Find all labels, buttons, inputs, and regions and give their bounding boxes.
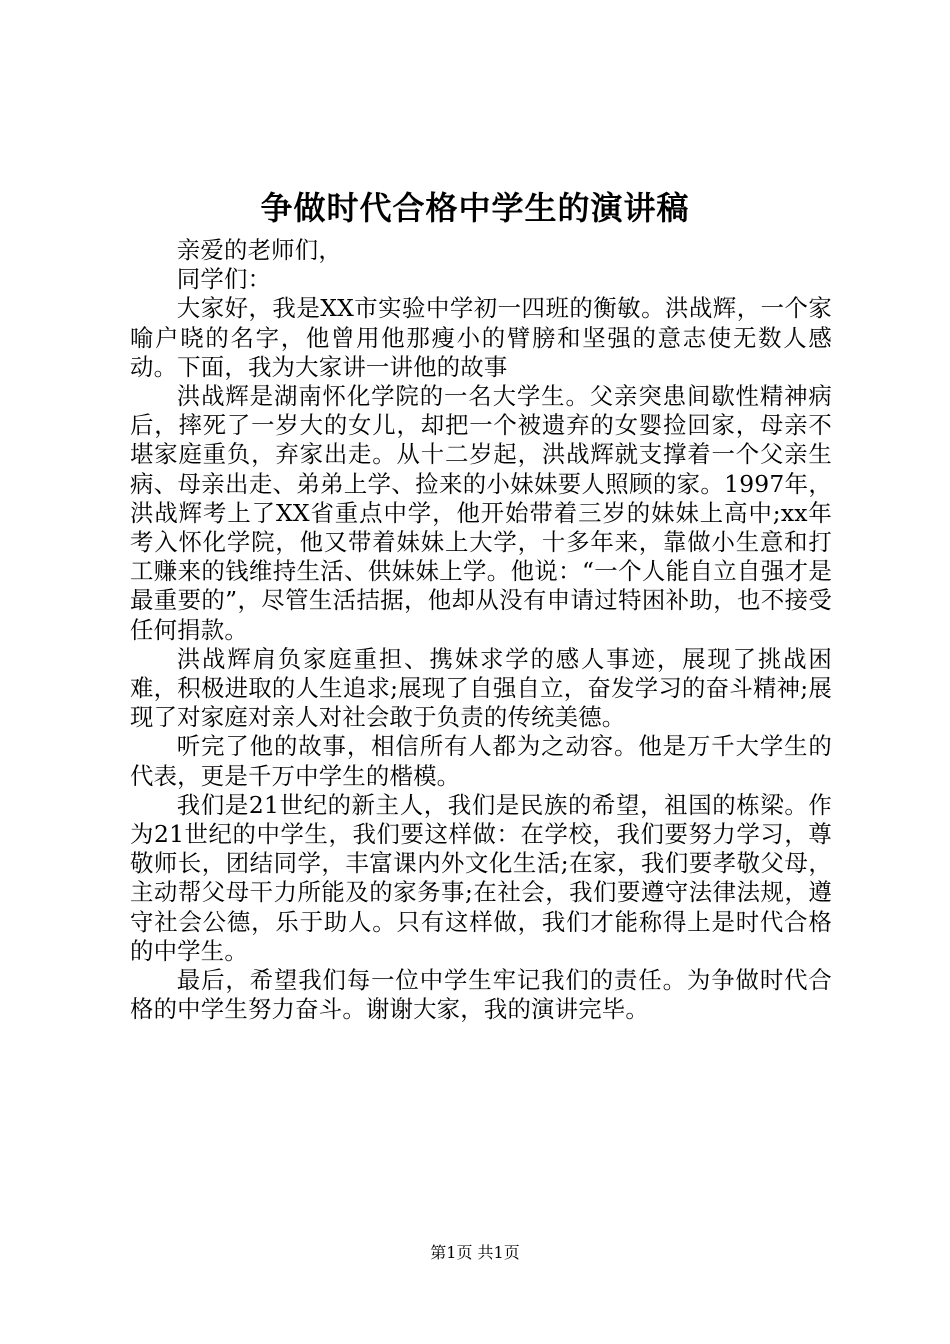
- closing-paragraph: 最后，希望我们每一位中学生牢记我们的责任。为争做时代合格的中学生努力奋斗。谢谢大家，我的演讲完毕。: [130, 966, 832, 1024]
- body-paragraph: 我们是21世纪的新主人，我们是民族的希望，祖国的栋梁。作为21世纪的中学生，我们要这样做：在学校，我们要努力学习，尊敬师长，团结同学，丰富课内外文化生活;在家，我们要孝敬父母，主动帮父母干力所能及的家务事;在社会，我们要遵守法律法规，遵守社会公德，乐于助人。只有这样做，我们才能称得上是时代合格的中学生。: [130, 790, 832, 965]
- greeting-line: 同学们：: [176, 265, 272, 294]
- page-number-footer: 第1页 共1页: [430, 1243, 520, 1262]
- body-paragraph: 大家好，我是XX市实验中学初一四班的衡敏。洪战辉，一个家喻户晓的名字，他曾用他那瘦小的臂膀和坚强的意志使无数人感动。下面，我为大家讲一讲他的故事: [130, 294, 832, 381]
- greeting-line: 亲爱的老师们，: [176, 236, 342, 264]
- body-paragraph: 听完了他的故事，相信所有人都为之动容。他是万千大学生的代表，更是千万中学生的楷模。: [130, 732, 832, 790]
- document-body: [130, 236, 832, 1024]
- body-paragraph: 洪战辉肩负家庭重担、携妹求学的感人事迹，展现了挑战困难，积极进取的人生追求;展现了自强自立，奋发学习的奋斗精神;展现了对家庭对亲人对社会敢于负责的传统美德。: [130, 644, 832, 732]
- body-paragraph: 洪战辉是湖南怀化学院的一名大学生。父亲突患间歇性精神病后，摔死了一岁大的女儿，却把一个被遗弃的女婴捡回家，母亲不堪家庭重负，弃家出走。从十二岁起，洪战辉就支撑着一个父亲生病、母亲出走、弟弟上学、捡来的小妹妹要人照顾的家。1997年，洪战辉考上了XX省重点中学，他开始带着三岁的妹妹上高中;xx年考入怀化学院，他又带着妹妹上大学，十多年来，靠做小生意和打工赚来的钱维持生活、供妹妹上学。他说：“一个人能自立自强才是最重要的”，尽管生活拮据，他却从没有申请过特困补助，也不接受任何捐款。: [130, 382, 832, 644]
- document-title: 争做时代合格中学生的演讲稿: [260, 189, 690, 227]
